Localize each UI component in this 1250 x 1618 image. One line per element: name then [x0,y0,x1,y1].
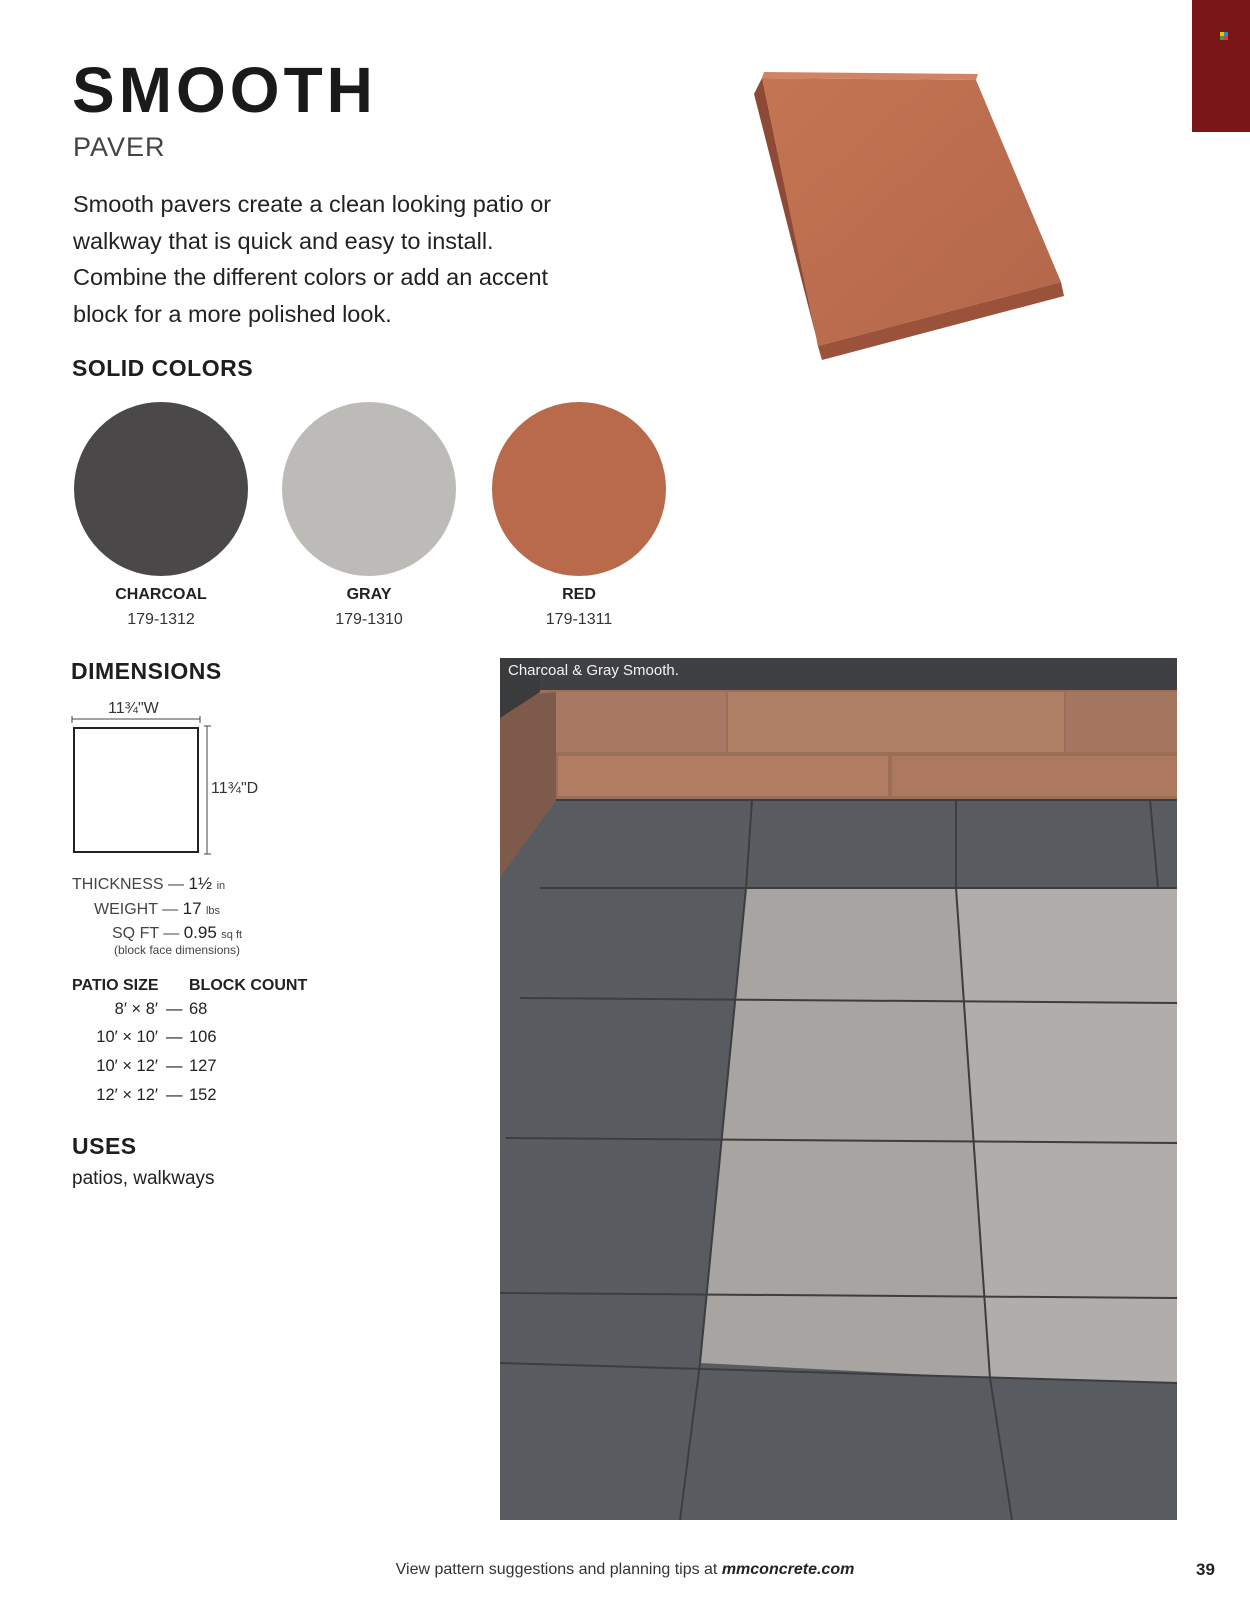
charcoal-name: CHARCOAL [115,586,207,603]
spec-unit: lbs [205,905,221,917]
product-description: Smooth pavers create a clean looking patio or walkway that is quick and easy to install. Combine the different colors or add an accent block for a more polished look. [73,191,552,327]
footer [0,1561,1250,1579]
footer-link[interactable]: mmconcrete.com [721,1561,855,1578]
spec-unit: sq ft [221,929,243,941]
patio-size-cell: 10′ × 12′ [96,1057,158,1075]
spec-thickness [72,874,225,894]
red-paver-product-image [748,68,1088,368]
row-dash: — [166,1057,183,1075]
spec-value: 17 [182,899,202,918]
charcoal-swatch [74,402,248,576]
depth-label: 11¾"D [211,780,259,797]
spec-label: THICKNESS — [72,876,185,893]
width-label: 11¾"W [108,700,159,717]
spec-sqft [112,923,242,943]
row-dash: — [166,1000,183,1018]
page-number: 39 [1196,1560,1215,1579]
row-dash: — [166,1028,183,1046]
block-count-cell: 127 [189,1057,217,1075]
dimensions-heading: DIMENSIONS [71,658,222,684]
spec-unit: in [216,880,226,892]
gray-swatch [282,402,456,576]
page-title: SMOOTH [72,54,377,126]
block-count-header: BLOCK COUNT [189,977,308,994]
red-name: RED [562,586,596,603]
spec-value: 1½ [188,874,213,893]
block-count-cell: 68 [189,1000,208,1018]
spec-weight [94,899,220,919]
spec-label: SQ FT — [112,925,180,942]
footer-text: View pattern suggestions and planning tips at [395,1561,718,1578]
patio-size-cell: 10′ × 10′ [96,1028,158,1046]
charcoal-code: 179-1312 [127,611,195,628]
corner-tab [1192,0,1250,132]
gray-code: 179-1310 [335,611,403,628]
block-count-cell: 152 [189,1086,217,1104]
red-code: 179-1311 [545,611,613,628]
spec-label: WEIGHT — [94,901,179,918]
dimensions-note: (block face dimensions) [114,943,241,957]
patio-size-cell: 8′ × 8′ [114,1000,158,1018]
uses-text: patios, walkways [72,1168,215,1189]
block-count-cell: 106 [189,1028,217,1046]
uses-heading: USES [72,1133,137,1159]
patio-photo [500,658,1177,1520]
photo-caption: Charcoal & Gray Smooth. [508,662,679,679]
block-dimension-diagram [70,716,220,856]
page-subtitle: PAVER [73,132,166,162]
patio-size-cell: 12′ × 12′ [96,1086,158,1104]
red-swatch [492,402,666,576]
solid-colors-heading: SOLID COLORS [72,355,254,381]
row-dash: — [166,1086,183,1104]
patio-photo-illustration [500,658,1177,1520]
gray-name: GRAY [346,586,392,603]
spec-value: 0.95 [183,923,217,942]
logo-mark-icon [1220,32,1228,40]
patio-size-header: PATIO SIZE [72,977,159,994]
